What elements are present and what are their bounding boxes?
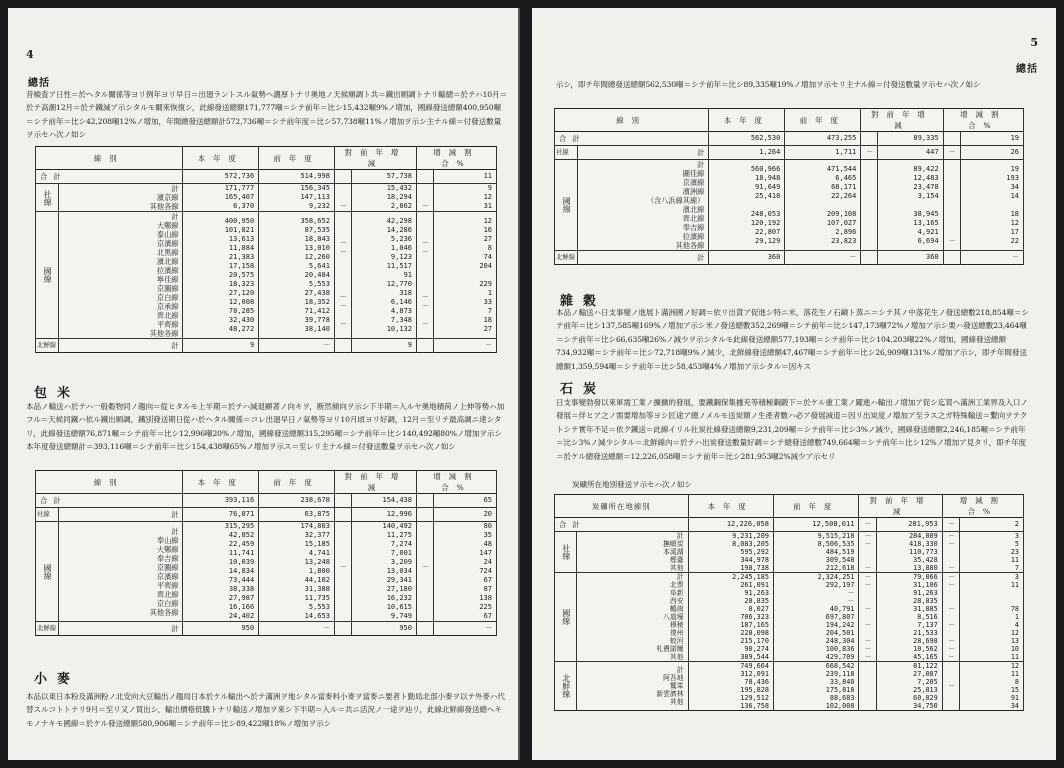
table-row: 合計 572,736 514,998 57,738 11 [36,170,497,184]
wheat-paragraph: 本品以東日本粉及滿洲粉ノ北安向大豆輸出ノ趨局日本於ケル輸出ヘ於テ滿洲ヲ地シタル當麥料小麥ヲ當麥ニ要者ト勤局北部小麥ヲ以テ外麥ハ代替スルコトトナリ9月＝至リ又ノ買出シ，輸出價格低騰トナリ輸送ノ增加ヲ來シ下半期＝入ル＝共ニ活況ノ一途ヲ辿リ，此線北鮮線發送總ヘキモノナキモ國線＝於ケル發送總額580,906噸＝シテ前年＝比シ89,422噸18%ノ增加ヲ示シ [26,692,505,728]
section-header: 總括 [1016,64,1038,75]
table-row: 國線 計 圖佳線 京濱線 濱洲線 （含八浜線其線） 濱北線 齊北線 奉吉線 拉濱線 其他各線 560,966 18,948 91,649 25,418 248,053 120,192 22,807 29,129 471,544 6,465 68,171 22,264 209,108 107,027 2,896 23,823 89,422 12,483 23,478 3,154 38,945 13,165 4,921 6,694 － 19 193 34 14 18 12 17 22 [555,160,1024,251]
shipment-table-1 [35,146,497,353]
table-row: 合計 562,530 473,255 89,335 19 [555,132,1024,146]
grains-paragraph: 本品ノ輸送ハ日支事變ノ進展ト滿洲國ノ好調＝依リ出貨ア促進シ特ニ米，落花生ノ石鹸ト蒸ニ＝シテ其ノ中落花生ノ發送總數218,854噸＝シテ前年＝比シ137,585噸169%ノ增加ア示シ米ノ發送總數352,269噸＝シテ前年＝比シ147,173噸72%ノ增加ア示シ栗ハ發送總數23,464噸＝シテ前年＝比シ66,635噸26%ノ減少ヲ示シタルモ此線發送總額577,193噸＝シテ前年＝比シ104,203噸22%ノ增加，國線發送總額734,932噸＝シテ前年＝比シ72,718噸9%ノ減少，北鮮線發送總額47,467噸＝シテ前年＝比シ26,909噸131%ノ增加ア示シ，即チ年間發送總額1,359,594噸＝シテ前年＝比シ58,453噸4%ノ增加ア示シタル＝因キス [556,308,1029,371]
col-current: 本年度 [183,147,259,170]
col-previous: 前年度 [785,109,861,132]
table-row: 北鮮線 計 阿吾地 鷲峯 新雲濟林 其他 749,664 312,091 78,436 195,828 129,512 136,758 668,542 239,118 33,840 175,818 88,683 102,008 81,122 27,087 7,205 25,813 60,829 34,750 － 12 11 8 15 91 34 [555,662,1024,711]
table-row: 國線 計 大鄭線 泰山線 京濱線 北黑線 濱北線 拉濱線 寧佳線 京圖線 京白線 京承線 齊北線 平齊線 其他各線 400,950 101,821 13,613 11,884 21,383 17,158 20,575 18,323 27,120 12,008 78,285 32,430 48,272 358,652 87,535 18,843 13,010 12,260 5,641 20,484 5,553 27,438 18,352 71,412 39,778 38,140 － － － － － 42,298 14,286 5,236 1,046 9,123 11,517 91 12,770 318 6,146 4,873 7,348 10,132 － － － － － 12 16 27 8 74 204 229 1 33 7 18 27 [36,212,497,339]
section-title-grains: 雜穀 [560,294,607,309]
shipment-table-3 [554,108,1024,265]
table-row: 北鮮線 計 360 － 360 － [555,251,1024,265]
table-row: 社線 計 撫順炭 本溪湖 煙臺 其他 9,231,209 8,083,205 595,292 344,978 198,738 9,515,218 8,506,535 484,519 309,548 212,618 － － － 284,009 418,330 110,773 35,428 13,880 － － － 3 5 23 11 7 [555,532,1024,573]
intro-paragraph: 昔檢査ア日性＝於ヘタル關係等ヨリ例年ヨリ早日＝出廻ラントスル氣勢ヘ濃厚トナリ奥地ノ天候順調ト共＝鐵出順調トナリ輸總＝於テハ10月＝於テ高潮12月＝於テ鐵減ア示シタルモ爾來恢復シ，此線發送總額171,777噸＝シテ前年＝比シ15,432噸9%ノ增加，國線發送總額400,950噸＝シテ前年＝比シ42,208噸12%ノ增加，年間總發送總額計572,736噸＝シテ前年度＝比シ57,738噸11%ノ增加ヲ示シ主ナル線＝付發送數量ヲ示セハ次ノ如シ [26,90,508,140]
col-pct: 增減割合% [942,495,1023,518]
page-number: 5 [1030,36,1038,49]
table-row: 國線 計 奉山線 大鄭線 奉吉線 京圖線 京濱線 平齊線 齊北線 京白線 其他各線 315,295 42,852 22,459 11,741 10,039 14,834 73,444 38,338 27,987 16,166 24,402 174,803 32,377 15,185 4,741 13,248 1,800 44,102 31,388 11,735 5,553 14,653 － 140,492 11,275 7,274 7,001 3,209 13,034 29,341 27,180 16,232 10,615 9,749 － 80 35 48 147 24 724 67 87 138 225 67 [36,522,497,622]
table-row: 國線 計 北票 阜新 西安 鶴崗 八道壕 穆稜 復州 蛟河 札賚諾爾 其他 2,245,185 261,091 91,263 28,835 8,027 706,323 187,165 228,098 215,170 90,274 389,544 2,324,251 292,197 － － 40,791 697,807 194,242 204,501 248,304 100,836 429,709 － － － － － － － 79,066 31,106 91,263 28,835 31,885 8,516 7,137 21,533 28,698 10,562 45,165 － － － － － － － 3 11 78 1 4 12 13 10 11 [555,573,1024,662]
col-mine-line: 炭礦所在地線別 [555,495,689,518]
col-current: 本年度 [688,495,773,518]
col-current: 本年度 [709,109,785,132]
shipment-table-2 [35,470,497,636]
table-row: 北鮮線 計 9 － 9 － [36,339,497,353]
col-pct: 增減割合% [943,109,1023,132]
rice-paragraph: 本品ノ輸送ハ於テハ一般穀物同ノ趨向＝從ヒタルモ上半期＝於テハ減退顯著ノ向キヲ，断然傾向ヲ示シ下半期＝入ルヤ奥地積荷ノ上伸等勢ハ加フル＝天候同鐵ハ依ル鐵出順調，鐵別發送期日從ハ於ヘタル關係＝コレ出廻早日ノ氣勢等ヨリ10月頃ヨリ好調，12月＝至リテ最高調ニ達シタリ，此線發送總額76,871噸＝シテ前年＝比シ12,996噸20%ノ增加，國線發送總額315,295噸＝シテ前年＝比シ140,492噸80%ノ增加ヲ示シ本年度發送總額計＝393,116噸＝シテ前年＝比シ154,438噸65%ノ增加ヲ示ス＝至レリ主ナル線＝付發送數量ヲ示セハ次ノ如シ [26,402,505,452]
col-pct: 增減割合% [417,147,497,170]
section-header: 總括 [28,78,50,89]
col-diff: 對前年增減 [334,147,416,170]
coal-table [554,494,1024,711]
col-previous: 前年度 [259,471,335,494]
col-line: 線別 [555,109,709,132]
col-diff: 對前年增減 [861,109,943,132]
table-row: 社線 計 濱京線 其他各線 171,777 165,407 6,370 156,345 147,113 9,232 － 15,432 18,294 2,862 － 9 12 31 [36,184,497,212]
table-caption: 炭礦所在地別發送ヲ示セハ次ノ如シ [572,480,692,489]
col-pct: 增減割合% [417,471,497,494]
table-row: 社線 計 1,264 1,711 － 447 － 26 [555,146,1024,160]
section-title-coal: 石炭 [560,382,607,397]
left-page [8,8,520,760]
col-previous: 前年度 [773,495,858,518]
col-previous: 前年度 [259,147,335,170]
col-diff: 對前年增減 [334,471,416,494]
col-line: 線別 [36,147,183,170]
table-row: 合計 12,226,058 12,508,011 － 281,953 － 2 [555,518,1024,532]
col-current: 本年度 [183,471,259,494]
table-row: 社線 計 76,871 63,875 12,996 20 [36,508,497,522]
section-title-wheat: 小麥 [34,672,81,687]
col-line: 線別 [36,471,183,494]
page-number: 4 [26,48,34,61]
coal-paragraph: 日支事變勃發以來軍需工業ノ擴擴的發展，要鐵鋼保集據充等積極鋼鍛下＝於ケル重工業ノ躍進ハ輸出ノ增加ア促シ迄買ヘ滿洲工業界及入口ノ發展＝伴ヒア之ノ需要增加等ヨシ匠途ア總ノメルモ送炭額ノ生產者數ハ必ア發展減退＝因リ出炭度ノ增加ア至ラス之ガ特殊輸送＝繫向ヲテクトシテ實年不足＝依ク鐵送＝此線イリル社炭社線發送總額9,231,209噸＝シテ前年＝比シ3%ノ減少，國線發送總額2,246,185噸＝シテ前年＝比シ3%ノ減少シタル＝北鮮線內＝於テハ出炭發送數量好調＝シテ總發送總數749,664噸＝シテ前年＝比シ12%ノ增加ア見タリ，即チ年度＝於ケル總發送總額＝12,226,058噸＝シテ前年＝比シ281,953噸2%減少ア示セリ [556,398,1028,461]
intro-paragraph: 示シ，即チ年間總發送總額562,530噸＝シテ前年＝比シ89,335噸19%ノ增加ヲ示セリ主ナル線＝付發送數量ヲ示セハ次ノ如シ [556,80,981,89]
table-row: 北鮮線 計 950 － 950 － [36,622,497,636]
table-row: 合計 393,116 238,678 154,438 65 [36,494,497,508]
right-page [532,8,1056,760]
section-title-rice: 包米 [34,386,81,401]
col-diff: 對前年增減 [859,495,942,518]
